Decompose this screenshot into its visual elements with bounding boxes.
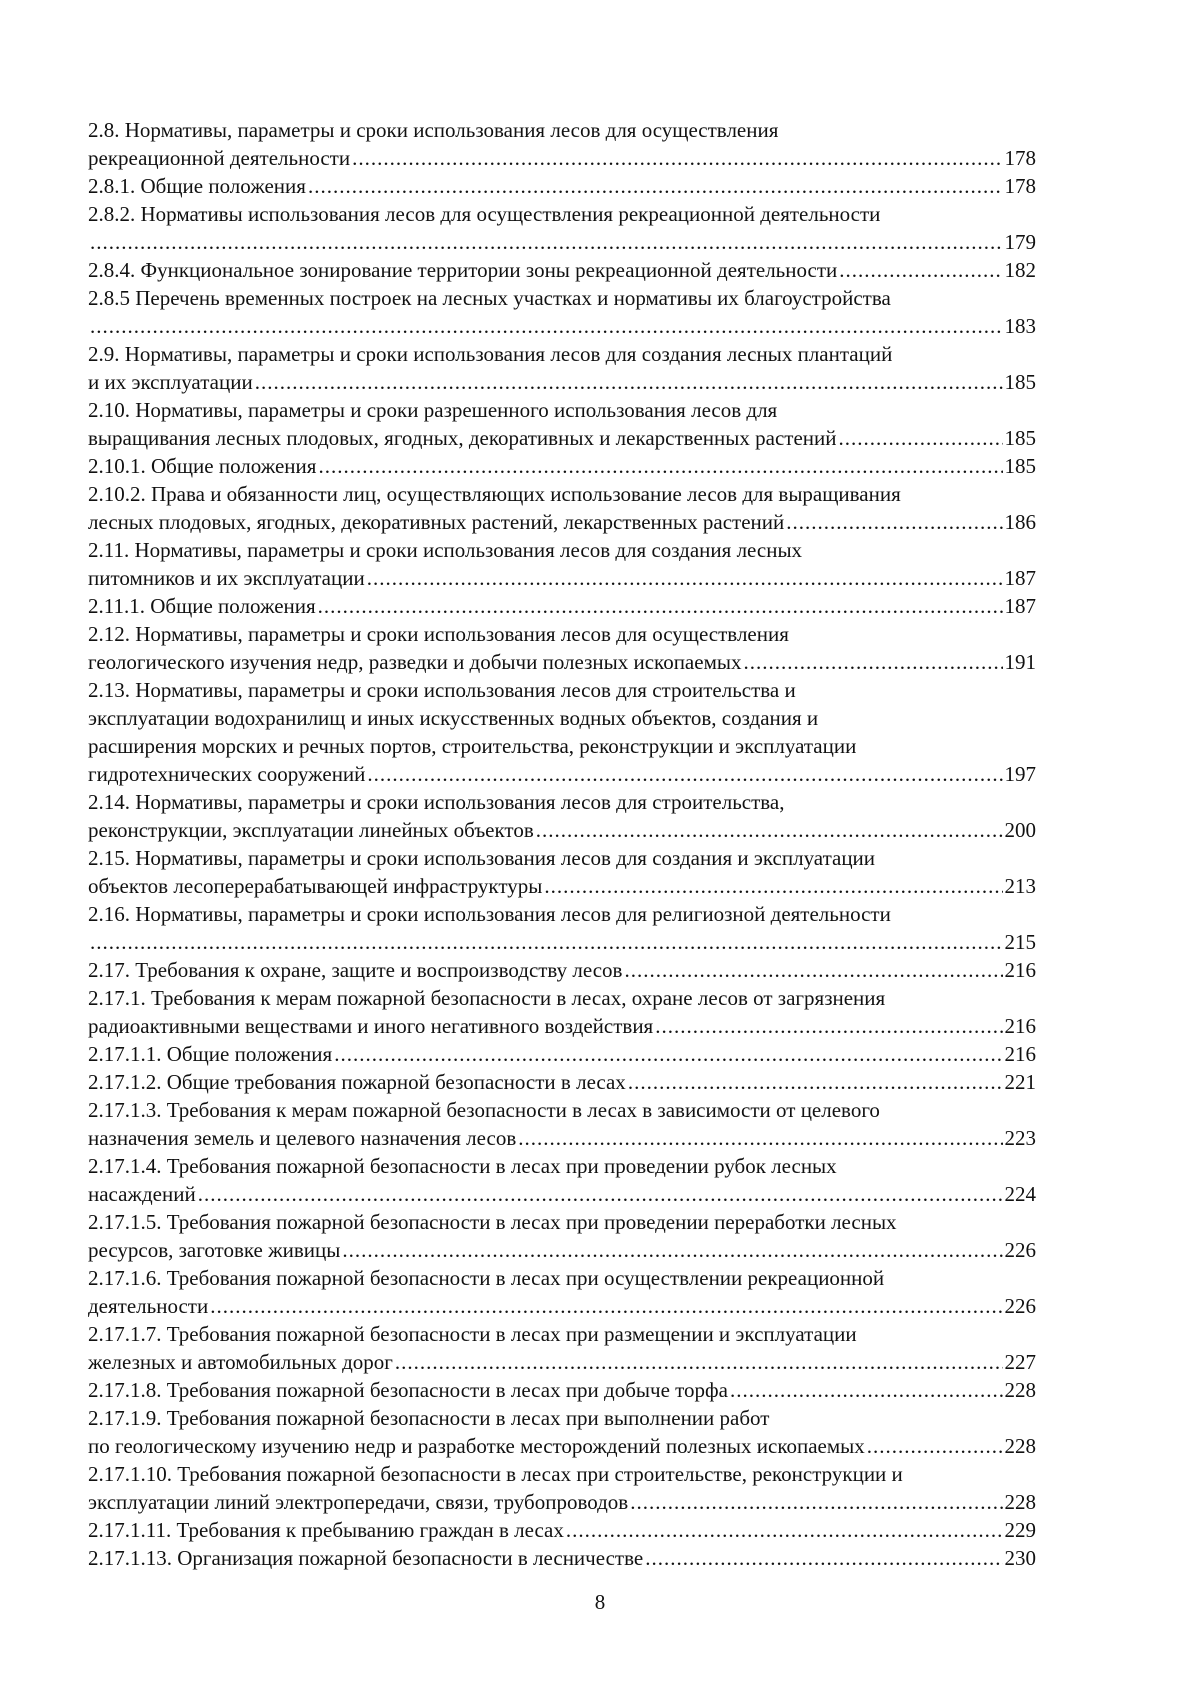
toc-entry-title: гидротехнических сооружений (88, 762, 366, 786)
toc-leader-line (88, 508, 1036, 536)
toc-entry-text-line: 2.11. Нормативы, параметры и сроки использования лесов для создания лесных (88, 538, 803, 562)
toc-entry-text-line: 2.13. Нормативы, параметры и сроки использования лесов для строительства и (88, 678, 796, 702)
toc-page-number: 216 (1004, 1014, 1036, 1038)
toc-page-number: 197 (1004, 762, 1036, 786)
dot-leader (839, 256, 1002, 284)
toc-page-number: 216 (1004, 958, 1036, 982)
toc-leader-line (88, 256, 1036, 284)
toc-page-number: 228 (1004, 1434, 1036, 1458)
toc-page-number: 186 (1004, 510, 1036, 534)
toc-page-number: 178 (1004, 146, 1036, 170)
toc-page-number: 182 (1004, 258, 1036, 282)
dot-leader (536, 816, 1003, 844)
dot-leader (743, 648, 1002, 676)
toc-leader-line (88, 1236, 1036, 1264)
toc-entry-text-line: 2.8. Нормативы, параметры и сроки использования лесов для осуществления (88, 118, 779, 142)
dot-leader (367, 564, 1003, 592)
toc-page-number: 230 (1004, 1546, 1036, 1570)
dot-leader (255, 368, 1003, 396)
toc-page-number: 224 (1004, 1182, 1036, 1206)
dot-leader (628, 1068, 1003, 1096)
toc-leader-line (88, 368, 1036, 396)
toc-entry-title: и их эксплуатации (88, 370, 253, 394)
toc-entry[interactable] (88, 1208, 1036, 1264)
toc-entry-text-line: расширения морских и речных портов, строительства, реконструкции и эксплуатации (88, 734, 857, 758)
toc-entry-title: радиоактивными веществами и иного негативного воздействия (88, 1014, 654, 1038)
toc-entry-title: выращивания лесных плодовых, ягодных, декоративных и лекарственных растений (88, 426, 837, 450)
toc-entry-text-line: 2.17.1. Требования к мерам пожарной безопасности в лесах, охране лесов от загрязнения (88, 986, 886, 1010)
toc-entry[interactable] (88, 200, 1036, 256)
toc-entry-title: реконструкции, эксплуатации линейных объектов (88, 818, 534, 842)
toc-entry-title: 2.10.1. Общие положения (88, 454, 317, 478)
dot-leader (318, 452, 1002, 480)
toc-page-number: 179 (1004, 230, 1036, 254)
toc-entry-title: по геологическому изучению недр и разработке месторождений полезных ископаемых (88, 1434, 865, 1458)
dot-leader (655, 1012, 1002, 1040)
dot-leader (90, 928, 1003, 956)
toc-entry[interactable] (88, 676, 1036, 788)
toc-entry-text-line: 2.14. Нормативы, параметры и сроки использования лесов для строительства, (88, 790, 785, 814)
toc-entry-title: 2.8.4. Функциональное зонирование территории зоны рекреационной деятельности (88, 258, 838, 282)
toc-page-number: 187 (1004, 594, 1036, 618)
table-of-contents (88, 116, 1036, 1572)
toc-entry-text-line: 2.9. Нормативы, параметры и сроки использования лесов для создания лесных плантаций (88, 342, 893, 366)
toc-page-number: 185 (1004, 370, 1036, 394)
toc-leader-line (88, 592, 1036, 620)
toc-entry-title: геологического изучения недр, разведки и добычи полезных ископаемых (88, 650, 742, 674)
toc-leader-line (88, 816, 1036, 844)
toc-leader-line (88, 312, 1036, 340)
toc-entry-text-line: 2.15. Нормативы, параметры и сроки использования лесов для создания и эксплуатации (88, 846, 876, 870)
toc-entry-title: железных и автомобильных дорог (88, 1350, 393, 1374)
toc-page-number: 227 (1004, 1350, 1036, 1374)
dot-leader (367, 760, 1002, 788)
toc-entry[interactable] (88, 1320, 1036, 1376)
dot-leader (395, 1348, 1003, 1376)
toc-entry[interactable] (88, 1376, 1036, 1404)
toc-entry-title: объектов лесоперерабатывающей инфраструктуры (88, 874, 543, 898)
toc-entry-text-line: 2.12. Нормативы, параметры и сроки использования лесов для осуществления (88, 622, 789, 646)
toc-page-number: 191 (1004, 650, 1036, 674)
toc-entry[interactable] (88, 1068, 1036, 1096)
toc-entry[interactable] (88, 1544, 1036, 1572)
toc-entry[interactable] (88, 340, 1036, 396)
toc-page-number: 187 (1004, 566, 1036, 590)
toc-entry-text-line: 2.17.1.3. Требования к мерам пожарной безопасности в лесах в зависимости от целевого (88, 1098, 880, 1122)
toc-page-number: 226 (1004, 1238, 1036, 1262)
dot-leader (198, 1180, 1003, 1208)
toc-entry[interactable] (88, 1040, 1036, 1068)
toc-entry[interactable] (88, 1096, 1036, 1152)
toc-leader-line (88, 1544, 1036, 1572)
toc-entry-text-line: 2.8.5 Перечень временных построек на лесных участках и нормативы их благоустройства (88, 286, 891, 310)
toc-entry-text-line: 2.17.1.5. Требования пожарной безопасности в лесах при проведении переработки лесных (88, 1210, 897, 1234)
dot-leader (90, 312, 1003, 340)
toc-entry[interactable] (88, 956, 1036, 984)
toc-page-number: 183 (1004, 314, 1036, 338)
toc-leader-line (88, 452, 1036, 480)
toc-entry-text-line: 2.16. Нормативы, параметры и сроки использования лесов для религиозной деятельности (88, 902, 891, 926)
toc-entry-title: питомников и их эксплуатации (88, 566, 365, 590)
toc-leader-line (88, 956, 1036, 984)
dot-leader (342, 1236, 1002, 1264)
toc-entry[interactable] (88, 1516, 1036, 1544)
toc-entry[interactable] (88, 172, 1036, 200)
toc-entry-text-line: 2.17.1.10. Требования пожарной безопасности в лесах при строительстве, реконструкции и (88, 1462, 903, 1486)
toc-entry[interactable] (88, 480, 1036, 536)
toc-entry-title: 2.17.1.2. Общие требования пожарной безопасности в лесах (88, 1070, 626, 1094)
toc-entry-text-line: 2.10.2. Права и обязанности лиц, осуществляющих использование лесов для выращивания (88, 482, 901, 506)
toc-leader-line (88, 424, 1036, 452)
toc-leader-line (88, 1180, 1036, 1208)
toc-leader-line (88, 872, 1036, 900)
dot-leader (518, 1124, 1002, 1152)
dot-leader (544, 872, 1002, 900)
toc-leader-line (88, 1292, 1036, 1320)
toc-entry[interactable] (88, 1152, 1036, 1208)
dot-leader (566, 1516, 1003, 1544)
toc-entry-title: насаждений (88, 1182, 196, 1206)
toc-leader-line (88, 1348, 1036, 1376)
toc-entry-title: 2.17.1.13. Организация пожарной безопасности в лесничестве (88, 1546, 644, 1570)
toc-leader-line (88, 648, 1036, 676)
page-number: 8 (594, 1590, 606, 1614)
dot-leader (308, 172, 1003, 200)
toc-entry[interactable] (88, 452, 1036, 480)
toc-leader-line (88, 1040, 1036, 1068)
toc-page-number: 213 (1004, 874, 1036, 898)
toc-leader-line (88, 1124, 1036, 1152)
toc-entry[interactable] (88, 284, 1036, 340)
toc-page-number: 185 (1004, 426, 1036, 450)
toc-page-number: 178 (1004, 174, 1036, 198)
toc-entry[interactable] (88, 788, 1036, 844)
toc-page-number: 226 (1004, 1294, 1036, 1318)
toc-entry-title: деятельности (88, 1294, 209, 1318)
toc-leader-line (88, 1012, 1036, 1040)
dot-leader (786, 508, 1002, 536)
toc-entry-title: 2.17.1.8. Требования пожарной безопасности в лесах при добыче торфа (88, 1378, 728, 1402)
toc-page-number: 229 (1004, 1518, 1036, 1542)
toc-leader-line (88, 1376, 1036, 1404)
toc-leader-line (88, 928, 1036, 956)
toc-entry-text-line: 2.8.2. Нормативы использования лесов для осуществления рекреационной деятельности (88, 202, 881, 226)
toc-page-number: 221 (1004, 1070, 1036, 1094)
dot-leader (318, 592, 1003, 620)
toc-entry[interactable] (88, 536, 1036, 592)
dot-leader (624, 956, 1002, 984)
toc-entry[interactable] (88, 1460, 1036, 1516)
dot-leader (730, 1376, 1003, 1404)
dot-leader (352, 144, 1002, 172)
toc-entry-text-line: эксплуатации водохранилищ и иных искусственных водных объектов, создания и (88, 706, 819, 730)
toc-entry[interactable] (88, 116, 1036, 172)
toc-leader-line (88, 564, 1036, 592)
toc-entry-text-line: 2.17.1.7. Требования пожарной безопасности в лесах при размещении и эксплуатации (88, 1322, 857, 1346)
toc-entry-text-line: 2.10. Нормативы, параметры и сроки разрешенного использования лесов для (88, 398, 778, 422)
dot-leader (630, 1488, 1002, 1516)
toc-leader-line (88, 1516, 1036, 1544)
toc-entry[interactable] (88, 592, 1036, 620)
toc-entry-title: рекреационной деятельности (88, 146, 351, 170)
toc-entry-title: 2.17. Требования к охране, защите и воспроизводству лесов (88, 958, 623, 982)
dot-leader (334, 1040, 1002, 1068)
toc-entry-text-line: 2.17.1.4. Требования пожарной безопасности в лесах при проведении рубок лесных (88, 1154, 837, 1178)
toc-entry[interactable] (88, 1264, 1036, 1320)
toc-entry[interactable] (88, 620, 1036, 676)
toc-entry-title: эксплуатации линий электропередачи, связи, трубопроводов (88, 1490, 629, 1514)
toc-entry-title: 2.17.1.1. Общие положения (88, 1042, 333, 1066)
dot-leader (90, 228, 1003, 256)
toc-page-number: 216 (1004, 1042, 1036, 1066)
toc-entry[interactable] (88, 984, 1036, 1040)
toc-leader-line (88, 144, 1036, 172)
toc-entry[interactable] (88, 256, 1036, 284)
toc-leader-line (88, 1432, 1036, 1460)
toc-entry[interactable] (88, 1404, 1036, 1460)
dot-leader (867, 1432, 1003, 1460)
toc-entry-title: лесных плодовых, ягодных, декоративных растений, лекарственных растений (88, 510, 785, 534)
toc-leader-line (88, 228, 1036, 256)
toc-leader-line (88, 172, 1036, 200)
toc-entry-title: 2.8.1. Общие положения (88, 174, 306, 198)
toc-page-number: 200 (1004, 818, 1036, 842)
dot-leader (838, 424, 1002, 452)
toc-entry-title: назначения земель и целевого назначения лесов (88, 1126, 517, 1150)
toc-entry[interactable] (88, 396, 1036, 452)
toc-page-number: 228 (1004, 1378, 1036, 1402)
toc-entry-text-line: 2.17.1.6. Требования пожарной безопасности в лесах при осуществлении рекреационной (88, 1266, 885, 1290)
toc-page-number: 223 (1004, 1126, 1036, 1150)
toc-entry[interactable] (88, 900, 1036, 956)
toc-leader-line (88, 1488, 1036, 1516)
toc-leader-line (88, 1068, 1036, 1096)
toc-leader-line (88, 760, 1036, 788)
toc-entry-text-line: 2.17.1.9. Требования пожарной безопасности в лесах при выполнении работ (88, 1406, 770, 1430)
dot-leader (210, 1292, 1002, 1320)
toc-entry[interactable] (88, 844, 1036, 900)
toc-page-number: 228 (1004, 1490, 1036, 1514)
toc-page-number: 185 (1004, 454, 1036, 478)
toc-entry-title: 2.17.1.11. Требования к пребыванию граждан в лесах (88, 1518, 564, 1542)
toc-entry-title: ресурсов, заготовке живицы (88, 1238, 341, 1262)
toc-page-number: 215 (1004, 930, 1036, 954)
dot-leader (645, 1544, 1002, 1572)
toc-entry-title: 2.11.1. Общие положения (88, 594, 316, 618)
